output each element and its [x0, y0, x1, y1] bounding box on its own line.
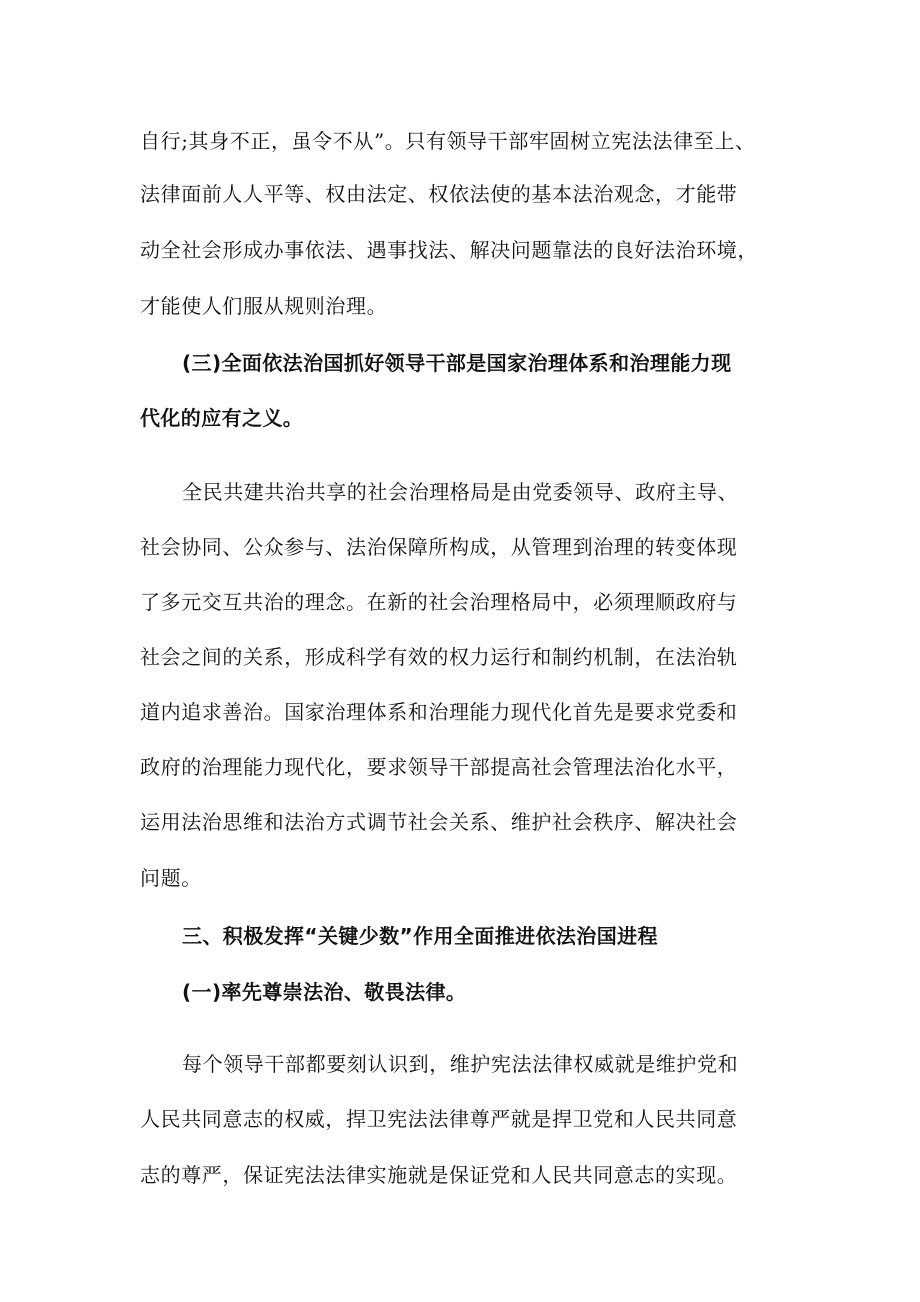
paragraph-line: 每个领导干部都要刻认识到，维护宪法法律权威就是维护党和 [182, 1052, 739, 1076]
paragraph-line: 全民共建共治共享的社会治理格局是由党委领导、政府主导、 [182, 480, 739, 504]
paragraph-line: 才能使人们服从规则治理。 [140, 294, 388, 318]
section-heading: 三、积极发挥“关键少数”作用全面推进依法治国进程 [182, 924, 658, 948]
paragraph-line: 法律面前人人平等、权由法定、权依法使的基本法治观念，才能带 [140, 182, 738, 206]
paragraph-line: 志的尊严，保证宪法法律实施就是保证党和人民共同意志的实现。 [140, 1163, 738, 1187]
paragraph-line: 自行;其身不正，虽令不从”。只有领导干部牢固树立宪法法律至上、 [140, 129, 756, 153]
paragraph-line: 社会之间的关系，形成科学有效的权力运行和制约机制，在法治轨 [140, 645, 738, 669]
paragraph-line: 运用法治思维和法治方式调节社会关系、维护社会秩序、解决社会 [140, 810, 738, 834]
paragraph-line: 人民共同意志的权威，捍卫宪法法律尊严就是捍卫党和人民共同意 [140, 1107, 738, 1131]
paragraph-line: 动全社会形成办事依法、遇事找法、解决问题靠法的良好法治环境， [140, 238, 758, 262]
subheading-line: (三)全面依法治国抓好领导干部是国家治理体系和治理能力现 [182, 351, 732, 375]
subheading-line: (一)率先尊崇法治、敬畏法律。 [182, 980, 467, 1004]
subheading-line: 代化的应有之义。 [140, 406, 304, 430]
paragraph-line: 了多元交互共治的理念。在新的社会治理格局中，必须理顺政府与 [140, 590, 738, 614]
paragraph-line: 问题。 [140, 866, 202, 890]
paragraph-line: 政府的治理能力现代化，要求领导干部提高社会管理法治化水平， [140, 755, 738, 779]
paragraph-line: 社会协同、公众参与、法治保障所构成，从管理到治理的转变体现 [140, 535, 738, 559]
paragraph-line: 道内追求善治。国家治理体系和治理能力现代化首先是要求党委和 [140, 700, 738, 724]
